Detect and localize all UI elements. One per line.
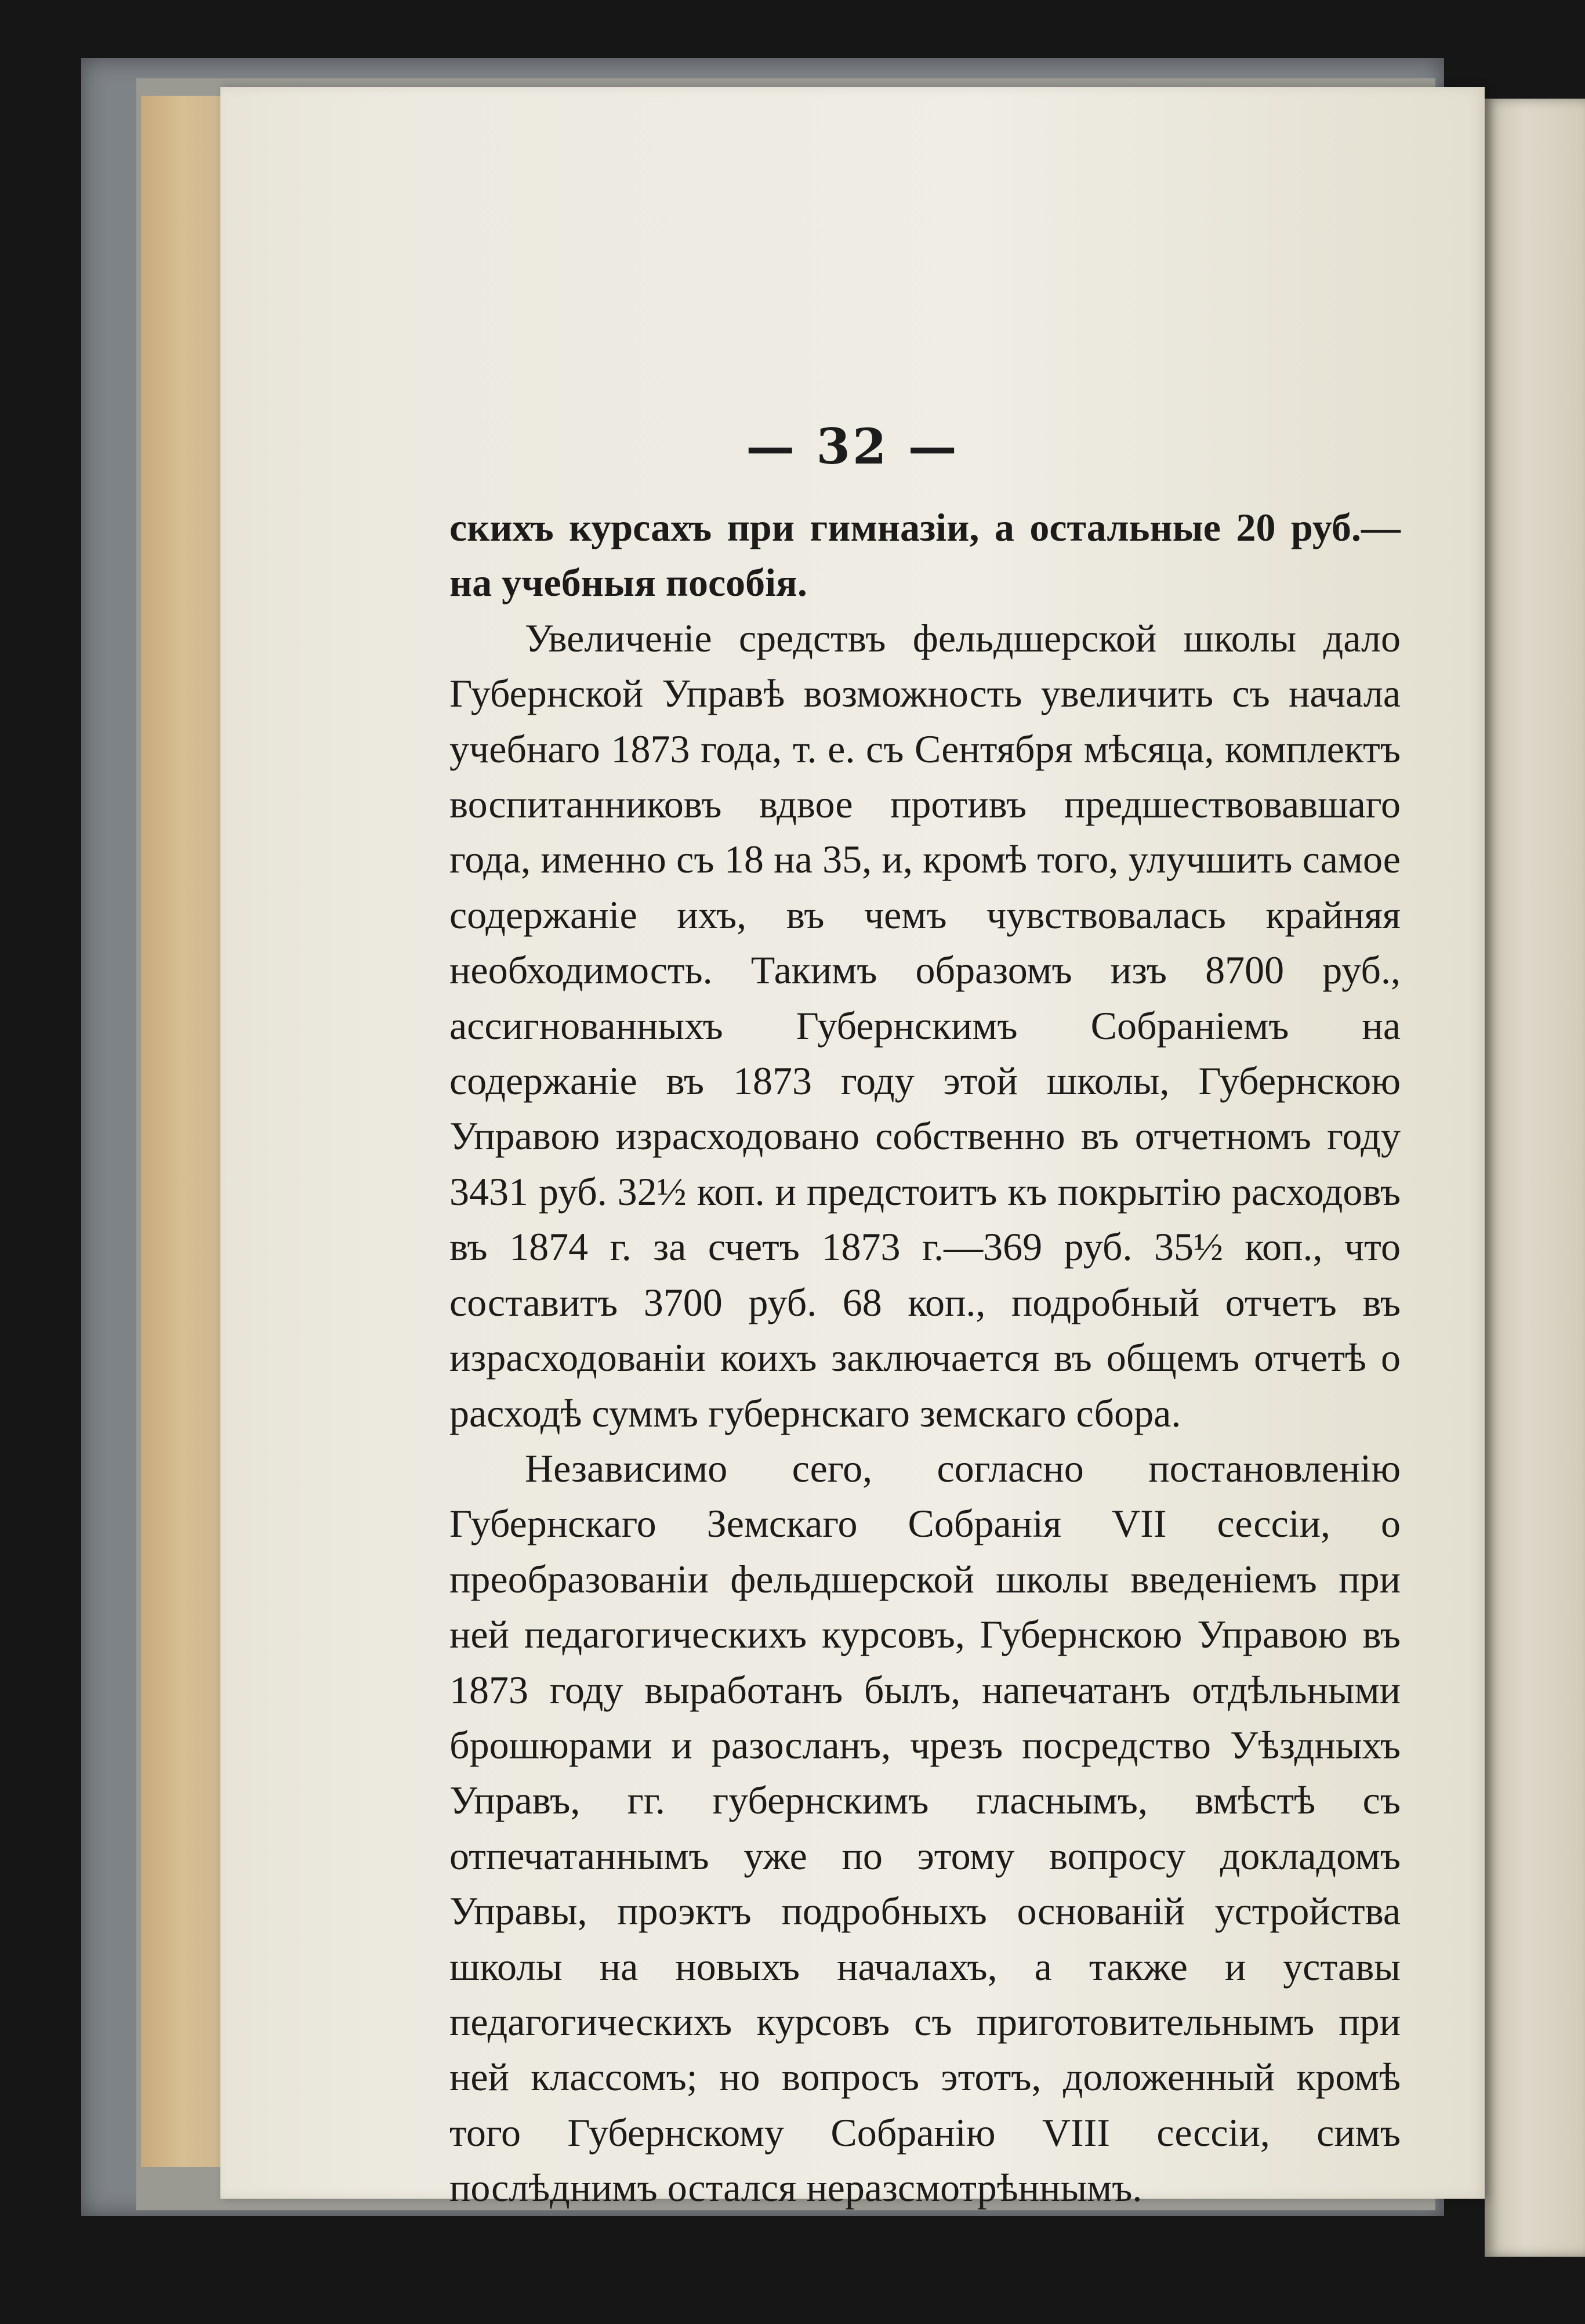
body-text — [449, 500, 1401, 2216]
gutter-paper-strip — [141, 96, 228, 2167]
paragraph-continuation: скихъ курсахъ при гимназіи, а остальные 20 руб.—на учебныя пособія. — [449, 505, 1401, 605]
page-number: — 32 — — [746, 418, 959, 475]
book-page — [220, 87, 1485, 2210]
paragraph-school-reform: Независимо сего, согласно постановленію Губернскаго Земскаго Собранія VII сессіи, о преобразованіи фельдшерской школы введеніемъ при ней педагогическихъ курсовъ, Губернскою Управою въ 1873 году выработанъ былъ, напечатанъ отдѣльными брошюрами и разосланъ, чрезъ посредство Уѣздныхъ Управъ, гг. губернскимъ гласнымъ, вмѣстѣ съ отпечатаннымъ уже по этому вопросу докладомъ Управы, проэктъ подробныхъ основаній устройства школы на новыхъ началахъ, а также и уставы педагогическихъ курсовъ съ приготовительнымъ при ней классомъ; но вопросъ этотъ, доложенный кромѣ того Губернскому Собранію VIII сессіи, симъ послѣднимъ остался неразсмотрѣннымъ. — [449, 1446, 1401, 2210]
adjacent-page-edge — [1485, 99, 1585, 2257]
paragraph-school-funds: Увеличеніе средствъ фельдшерской школы дало Губернской Управѣ возможность увеличить съ начала учебнаго 1873 года, т. е. съ Сентября мѣсяца, комплектъ воспитанниковъ вдвое противъ предшествовавшаго года, именно съ 18 на 35, и, кромѣ того, улучшить самое содержаніе ихъ, въ чемъ чувствовалась крайняя необходимость. Такимъ образомъ изъ 8700 руб., ассигнованныхъ Губернскимъ Собраніемъ на содержаніе въ 1873 году этой школы, Губернскою Управою израсходовано собственно въ отчетномъ году 3431 руб. 32½ коп. и предстоитъ къ покрытію расходовъ въ 1874 г. за счетъ 1873 г.—369 руб. 35½ коп., что составитъ 3700 руб. 68 коп., подробный отчетъ въ израсходованіи коихъ заключается въ общемъ отчетѣ о расходѣ суммъ губернскаго земскаго сбора. — [449, 616, 1401, 1435]
